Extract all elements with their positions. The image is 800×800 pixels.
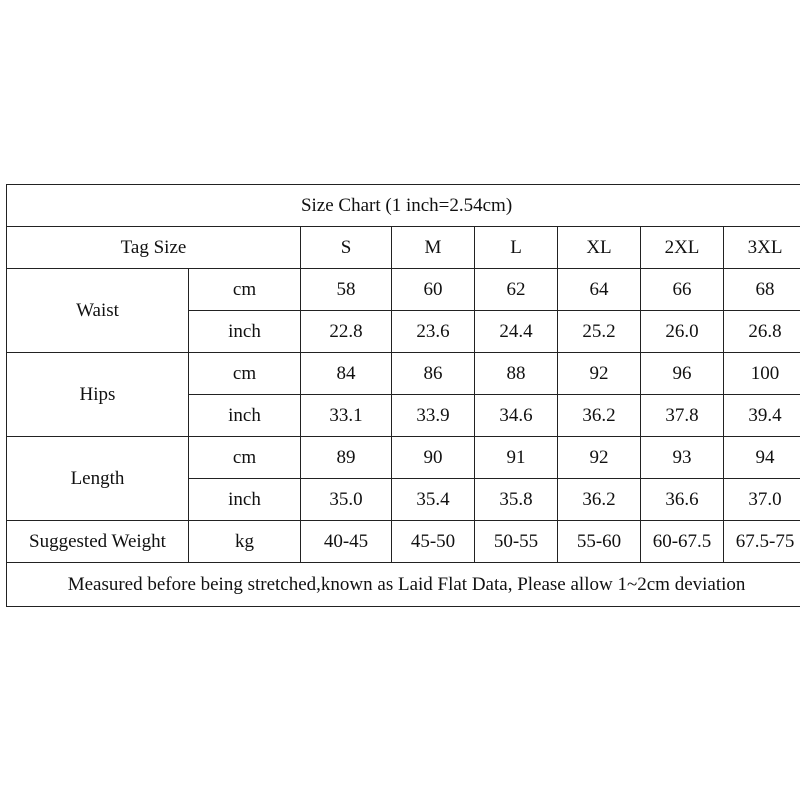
value-cell: 100 (724, 353, 800, 395)
value-cell: 45-50 (392, 521, 475, 563)
value-cell: 68 (724, 269, 800, 311)
size-chart-table (6, 184, 800, 607)
value-cell: 37.8 (641, 395, 724, 437)
size-header-2xl: 2XL (641, 227, 724, 269)
deviation-note: Measured before being stretched,known as Laid Flat Data, Please allow 1~2cm deviation (7, 563, 800, 607)
title-row (7, 185, 800, 227)
value-cell: 89 (301, 437, 392, 479)
size-header-s: S (301, 227, 392, 269)
value-cell: 64 (558, 269, 641, 311)
chart-title: Size Chart (1 inch=2.54cm) (7, 185, 800, 227)
value-cell: 35.8 (475, 479, 558, 521)
value-cell: 55-60 (558, 521, 641, 563)
value-cell: 60-67.5 (641, 521, 724, 563)
value-cell: 36.2 (558, 395, 641, 437)
value-cell: 92 (558, 437, 641, 479)
table-row (7, 437, 800, 479)
value-cell: 67.5-75 (724, 521, 800, 563)
value-cell: 84 (301, 353, 392, 395)
value-cell: 92 (558, 353, 641, 395)
unit-cell: inch (189, 311, 301, 353)
value-cell: 24.4 (475, 311, 558, 353)
weight-row (7, 521, 800, 563)
measurement-label-waist: Waist (7, 269, 189, 353)
value-cell: 91 (475, 437, 558, 479)
value-cell: 37.0 (724, 479, 800, 521)
value-cell: 23.6 (392, 311, 475, 353)
unit-cell: inch (189, 395, 301, 437)
value-cell: 93 (641, 437, 724, 479)
size-header-3xl: 3XL (724, 227, 800, 269)
tag-size-label: Tag Size (7, 227, 301, 269)
value-cell: 35.0 (301, 479, 392, 521)
table-row (7, 269, 800, 311)
size-header-row (7, 227, 800, 269)
table-row (7, 353, 800, 395)
value-cell: 94 (724, 437, 800, 479)
size-header-l: L (475, 227, 558, 269)
unit-cell: cm (189, 353, 301, 395)
value-cell: 50-55 (475, 521, 558, 563)
unit-cell: kg (189, 521, 301, 563)
suggested-weight-label: Suggested Weight (7, 521, 189, 563)
value-cell: 22.8 (301, 311, 392, 353)
value-cell: 40-45 (301, 521, 392, 563)
size-header-m: M (392, 227, 475, 269)
value-cell: 25.2 (558, 311, 641, 353)
value-cell: 96 (641, 353, 724, 395)
unit-cell: inch (189, 479, 301, 521)
measurement-label-length: Length (7, 437, 189, 521)
unit-cell: cm (189, 269, 301, 311)
value-cell: 26.8 (724, 311, 800, 353)
value-cell: 62 (475, 269, 558, 311)
note-row (7, 563, 800, 607)
value-cell: 33.1 (301, 395, 392, 437)
value-cell: 39.4 (724, 395, 800, 437)
value-cell: 26.0 (641, 311, 724, 353)
unit-cell: cm (189, 437, 301, 479)
value-cell: 33.9 (392, 395, 475, 437)
value-cell: 88 (475, 353, 558, 395)
value-cell: 36.2 (558, 479, 641, 521)
value-cell: 86 (392, 353, 475, 395)
value-cell: 35.4 (392, 479, 475, 521)
value-cell: 58 (301, 269, 392, 311)
value-cell: 36.6 (641, 479, 724, 521)
size-header-xl: XL (558, 227, 641, 269)
value-cell: 34.6 (475, 395, 558, 437)
value-cell: 66 (641, 269, 724, 311)
value-cell: 90 (392, 437, 475, 479)
measurement-label-hips: Hips (7, 353, 189, 437)
value-cell: 60 (392, 269, 475, 311)
